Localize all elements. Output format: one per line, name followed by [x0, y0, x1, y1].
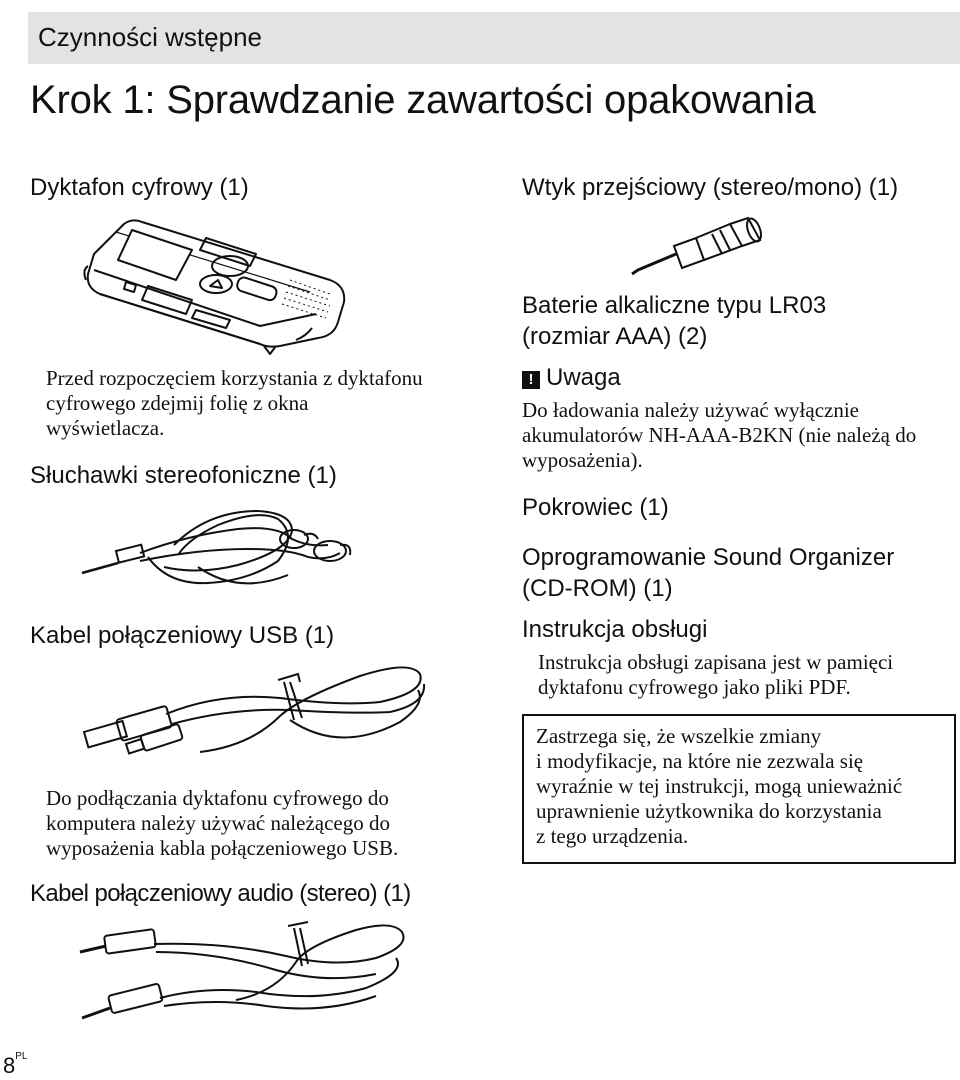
- section-title: Czynności wstępne: [38, 22, 262, 52]
- note-text: [522, 398, 916, 473]
- voice-recorder-illustration: [80, 210, 360, 360]
- batteries-heading-line: (rozmiar AAA) (2): [522, 323, 708, 350]
- disclaimer-line: uprawnienie użytkownika do korzystania: [536, 799, 882, 823]
- case-heading: Pokrowiec (1): [522, 494, 669, 521]
- section-header-bar: [28, 12, 960, 64]
- disclaimer-line: wyraźnie w tej instrukcji, mogą unieważnić: [536, 774, 903, 798]
- note-heading-label: Uwaga: [546, 364, 621, 391]
- adapter-plug-heading: Wtyk przejściowy (stereo/mono) (1): [522, 174, 899, 201]
- usb-note-line: wyposażenia kabla połączeniowego USB.: [46, 836, 399, 860]
- page-language: PL: [15, 1051, 28, 1062]
- usb-cable-illustration: [80, 662, 430, 772]
- page-title: Krok 1: Sprawdzanie zawartości opakowania: [30, 78, 816, 122]
- note-text-line: akumulatorów NH-AAA-B2KN (nie należą do: [522, 423, 917, 447]
- disclaimer-box: [522, 714, 956, 864]
- disclaimer-line: i modyfikacje, na które nie zezwala się: [536, 749, 864, 773]
- audio-cable-illustration: [76, 922, 416, 1032]
- recorder-note: [46, 366, 423, 441]
- software-heading: [522, 542, 894, 604]
- headphones-illustration: [78, 505, 358, 595]
- page-number: [3, 1053, 27, 1079]
- manual-text: [538, 650, 893, 700]
- note-text-line: wyposażenia).: [522, 448, 643, 472]
- page-number-value: 8: [3, 1053, 16, 1078]
- usb-cable-heading: Kabel połączeniowy USB (1): [30, 622, 335, 649]
- note-text-line: Do ładowania należy używać wyłącznie: [522, 398, 860, 422]
- software-heading-line: Oprogramowanie Sound Organizer: [522, 544, 895, 571]
- disclaimer-text: [536, 724, 942, 849]
- recorder-note-line: Przed rozpoczęciem korzystania z dyktafonu: [46, 366, 423, 390]
- batteries-heading-line: Baterie alkaliczne typu LR03: [522, 292, 827, 319]
- recorder-note-line: wyświetlacza.: [46, 416, 165, 440]
- audio-cable-heading: Kabel połączeniowy audio (stereo) (1): [30, 880, 411, 907]
- disclaimer-line: z tego urządzenia.: [536, 824, 689, 848]
- headphones-heading: Słuchawki stereofoniczne (1): [30, 462, 337, 489]
- recorder-heading: Dyktafon cyfrowy (1): [30, 174, 249, 201]
- manual-heading: Instrukcja obsługi: [522, 616, 708, 643]
- warning-icon: !: [522, 371, 540, 389]
- manual-text-line: Instrukcja obsługi zapisana jest w pamięci: [538, 650, 894, 674]
- note-heading: [522, 364, 621, 392]
- usb-note-line: Do podłączania dyktafonu cyfrowego do: [46, 786, 389, 810]
- batteries-heading: [522, 290, 826, 352]
- usb-note-line: komputera należy używać należącego do: [46, 811, 390, 835]
- software-heading-line: (CD-ROM) (1): [522, 575, 673, 602]
- manual-text-line: dyktafonu cyfrowego jako pliki PDF.: [538, 675, 851, 699]
- recorder-note-line: cyfrowego zdejmij folię z okna: [46, 391, 309, 415]
- disclaimer-line: Zastrzega się, że wszelkie zmiany: [536, 724, 822, 748]
- adapter-plug-illustration: [630, 212, 770, 282]
- usb-note: [46, 786, 398, 861]
